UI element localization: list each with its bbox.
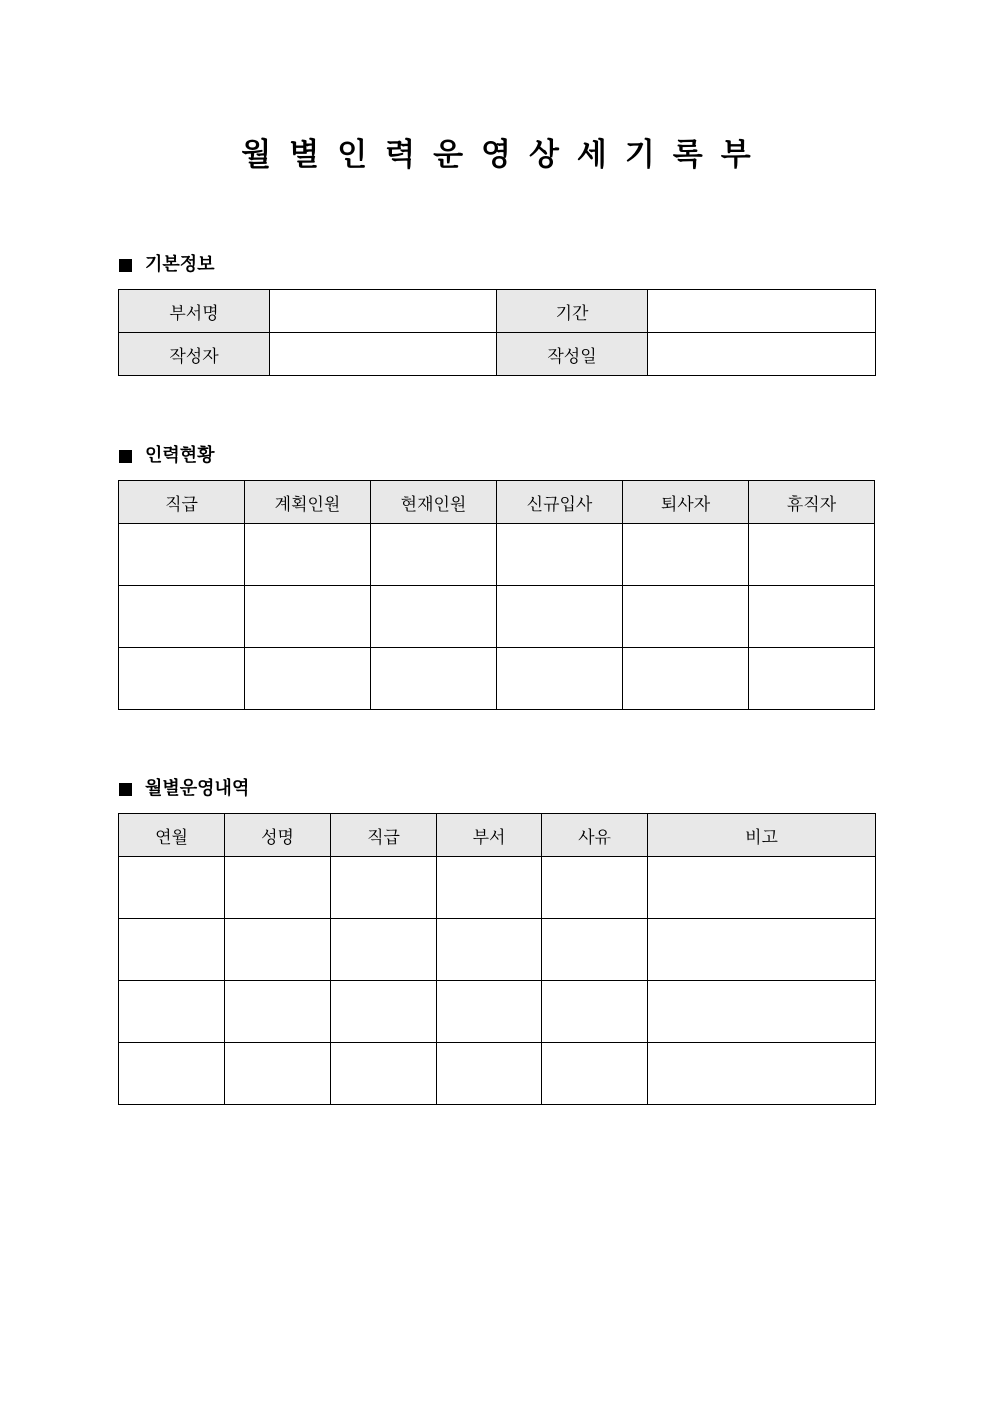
table-row (119, 290, 876, 333)
table-row (119, 333, 876, 376)
table-cell[interactable] (648, 1043, 876, 1105)
table-cell[interactable] (542, 981, 648, 1043)
document-title: 월별인력운영상세기록부 (241, 137, 769, 173)
section-heading-monthly-label: 월별운영내역 (145, 778, 250, 799)
square-bullet-icon (119, 259, 132, 272)
dept-label: 부서명 (119, 290, 270, 333)
table-cell[interactable] (245, 586, 371, 648)
section-heading-basic-label: 기본정보 (145, 254, 215, 275)
column-header-year-month: 연월 (119, 814, 225, 857)
table-header-row (119, 814, 876, 857)
table-cell[interactable] (245, 524, 371, 586)
table-cell[interactable] (225, 919, 331, 981)
table-cell[interactable] (437, 981, 542, 1043)
column-header-rank: 직급 (331, 814, 437, 857)
table-cell[interactable] (331, 857, 437, 919)
table-cell[interactable] (542, 857, 648, 919)
table-cell[interactable] (648, 857, 876, 919)
section-heading-staff-label: 인력현황 (145, 445, 215, 466)
table-cell[interactable] (119, 919, 225, 981)
table-row (119, 524, 875, 586)
period-value-cell[interactable] (648, 290, 876, 333)
staff-status-table (118, 480, 875, 710)
basic-info-table (118, 289, 876, 376)
column-header-planned: 계획인원 (245, 481, 371, 524)
table-cell[interactable] (437, 919, 542, 981)
table-row (119, 981, 876, 1043)
table-cell[interactable] (371, 586, 497, 648)
table-cell[interactable] (437, 857, 542, 919)
table-cell[interactable] (497, 648, 623, 710)
table-cell[interactable] (245, 648, 371, 710)
table-cell[interactable] (648, 919, 876, 981)
table-cell[interactable] (331, 981, 437, 1043)
column-header-rank: 직급 (119, 481, 245, 524)
table-cell[interactable] (225, 981, 331, 1043)
table-cell[interactable] (497, 524, 623, 586)
table-cell[interactable] (225, 857, 331, 919)
table-row (119, 919, 876, 981)
table-cell[interactable] (749, 648, 875, 710)
section-heading-staff (119, 444, 215, 468)
table-row (119, 648, 875, 710)
square-bullet-icon (119, 783, 132, 796)
table-cell[interactable] (623, 586, 749, 648)
table-cell[interactable] (437, 1043, 542, 1105)
column-header-department: 부서 (437, 814, 542, 857)
table-cell[interactable] (331, 1043, 437, 1105)
column-header-resigned: 퇴사자 (623, 481, 749, 524)
table-cell[interactable] (119, 648, 245, 710)
table-row (119, 586, 875, 648)
square-bullet-icon (119, 450, 132, 463)
table-cell[interactable] (119, 857, 225, 919)
section-heading-basic (119, 253, 215, 277)
table-cell[interactable] (497, 586, 623, 648)
column-header-new-hires: 신규입사 (497, 481, 623, 524)
table-cell[interactable] (225, 1043, 331, 1105)
column-header-reason: 사유 (542, 814, 648, 857)
section-heading-monthly (119, 777, 249, 801)
table-cell[interactable] (542, 1043, 648, 1105)
table-cell[interactable] (623, 648, 749, 710)
table-cell[interactable] (119, 981, 225, 1043)
table-cell[interactable] (749, 524, 875, 586)
date-value-cell[interactable] (648, 333, 876, 376)
period-label: 기간 (497, 290, 648, 333)
table-header-row (119, 481, 875, 524)
table-cell[interactable] (371, 524, 497, 586)
table-cell[interactable] (331, 919, 437, 981)
column-header-remarks: 비고 (648, 814, 876, 857)
column-header-current: 현재인원 (371, 481, 497, 524)
table-cell[interactable] (749, 586, 875, 648)
table-cell[interactable] (371, 648, 497, 710)
table-cell[interactable] (542, 919, 648, 981)
author-value-cell[interactable] (270, 333, 497, 376)
table-cell[interactable] (623, 524, 749, 586)
column-header-on-leave: 휴직자 (749, 481, 875, 524)
table-cell[interactable] (119, 1043, 225, 1105)
column-header-name: 성명 (225, 814, 331, 857)
table-row (119, 1043, 876, 1105)
table-cell[interactable] (648, 981, 876, 1043)
monthly-operations-table (118, 813, 876, 1105)
table-cell[interactable] (119, 586, 245, 648)
author-label: 작성자 (119, 333, 270, 376)
dept-value-cell[interactable] (270, 290, 497, 333)
table-row (119, 857, 876, 919)
date-label: 작성일 (497, 333, 648, 376)
table-cell[interactable] (119, 524, 245, 586)
